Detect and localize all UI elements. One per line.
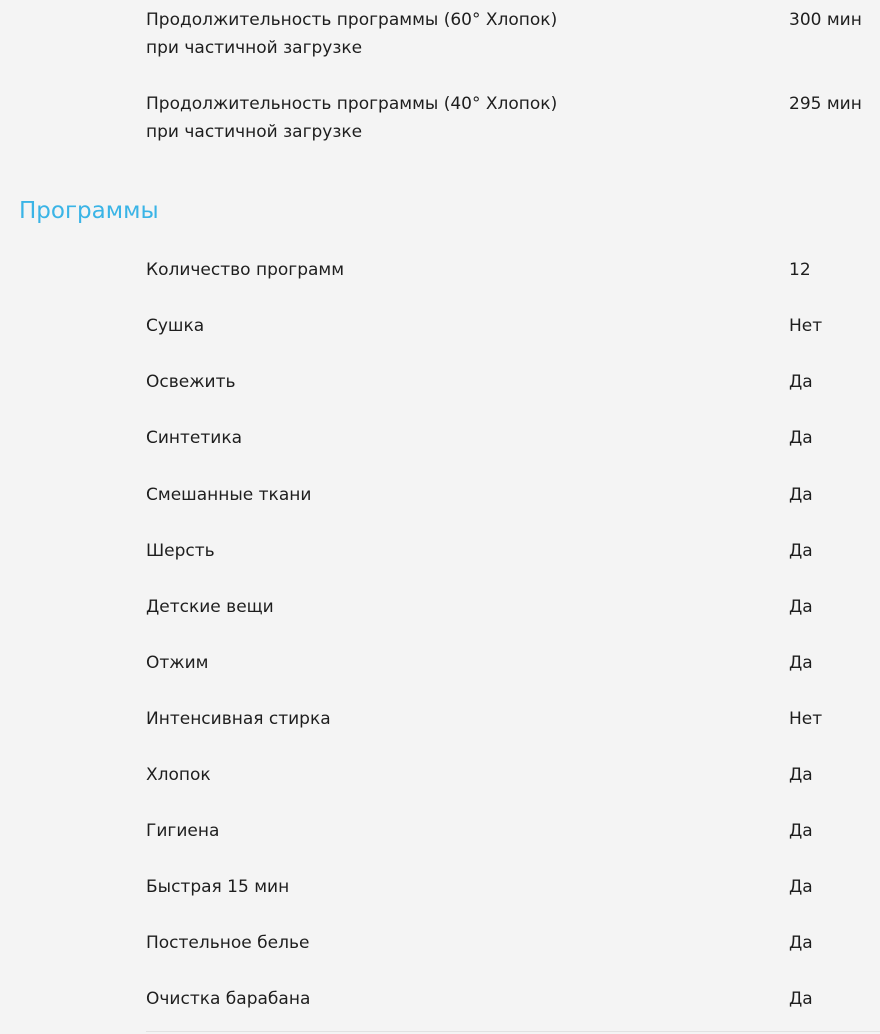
spec-value: Да — [789, 877, 813, 897]
spec-label: Отжим — [146, 653, 209, 673]
programs-section-title: Программы — [19, 198, 159, 224]
spec-value: Да — [789, 933, 813, 953]
spec-label: Постельное белье — [146, 933, 310, 953]
spec-label: Сушка — [146, 316, 205, 336]
spec-value: Да — [789, 541, 813, 561]
spec-label: Очистка барабана — [146, 989, 311, 1009]
spec-label: Продолжительность программы (40° Хлопок) при частичной загрузке — [146, 94, 558, 142]
spec-label: Быстрая 15 мин — [146, 877, 290, 897]
spec-label: Продолжительность программы (60° Хлопок) при частичной загрузке — [146, 10, 558, 58]
spec-value: Нет — [789, 316, 823, 336]
spec-label: Количество программ — [146, 260, 345, 280]
spec-label: Синтетика — [146, 428, 243, 448]
spec-value: Да — [789, 597, 813, 617]
spec-value: Да — [789, 428, 813, 448]
spec-label: Освежить — [146, 372, 236, 392]
spec-value: Да — [789, 653, 813, 673]
spec-value: Да — [789, 485, 813, 505]
spec-label: Хлопок — [146, 765, 211, 785]
spec-label: Интенсивная стирка — [146, 709, 331, 729]
spec-label: Шерсть — [146, 541, 215, 561]
spec-label: Детские вещи — [146, 597, 274, 617]
spec-value: Да — [789, 765, 813, 785]
spec-value: Да — [789, 372, 813, 392]
spec-value: Нет — [789, 709, 823, 729]
spec-label: Смешанные ткани — [146, 485, 312, 505]
spec-label: Гигиена — [146, 821, 220, 841]
spec-value: 295 мин — [789, 94, 862, 114]
divider — [146, 1031, 880, 1032]
spec-value: Да — [789, 989, 813, 1009]
spec-value: 12 — [789, 260, 811, 280]
spec-value: Да — [789, 821, 813, 841]
spec-value: 300 мин — [789, 10, 862, 30]
